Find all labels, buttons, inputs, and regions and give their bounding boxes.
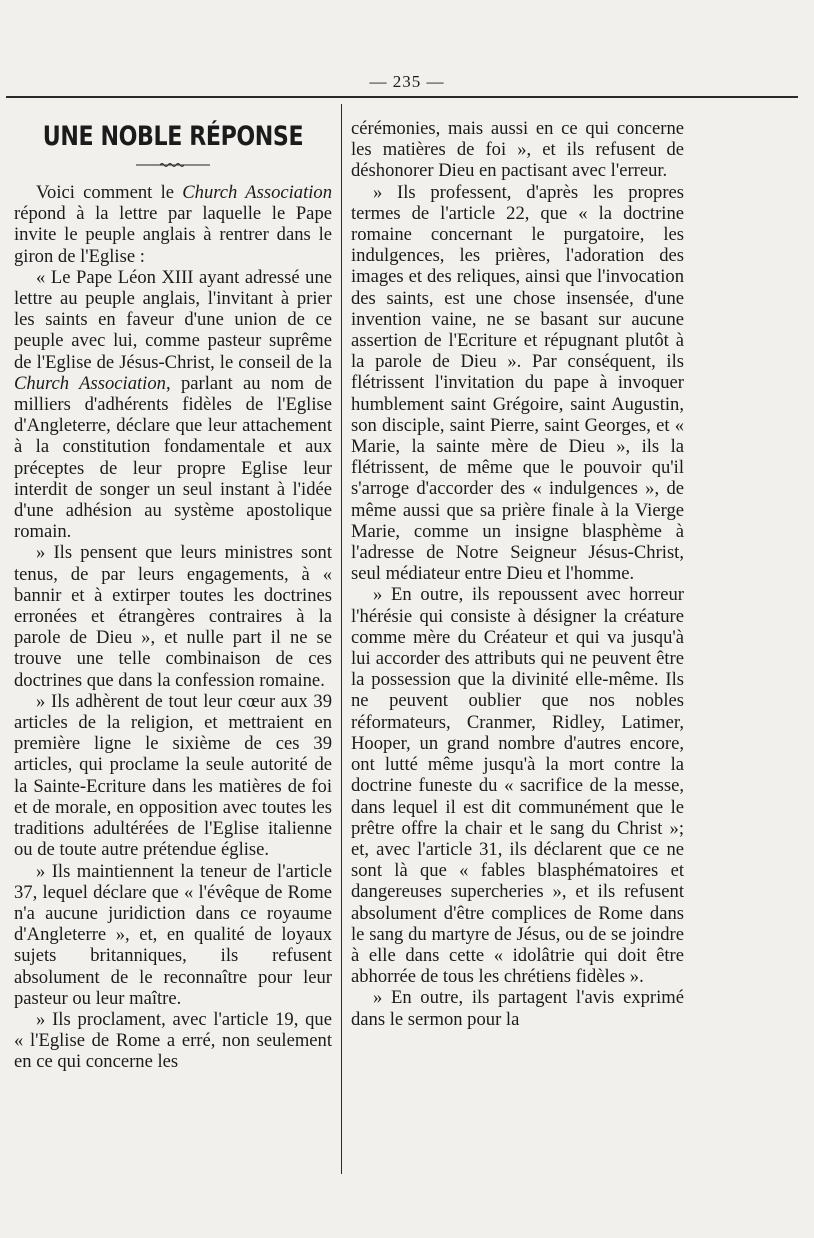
left-column xyxy=(14,118,332,1073)
paragraph: » En outre, ils partagent l'avis exprimé dans le sermon pour la xyxy=(351,987,684,1030)
paragraph-continued: cérémonies, mais aussi en ce qui concerne les matières de foi », et ils refusent de déshonorer Dieu en pactisant avec l'erreur. xyxy=(351,118,684,182)
title-ornament-divider xyxy=(136,162,210,168)
paragraph: » Ils adhèrent de tout leur cœur aux 39 articles de la religion, et mettraient en première ligne le sixième de ces 39 articles, qui proclame la seule autorité de la Sainte-Ecriture dans les matières de foi et de morale, en opposition avec toutes les traditions adultérées de l'Eglise italienne ou de toute autre prétendue église. xyxy=(14,690,332,861)
header-rule xyxy=(6,96,798,98)
paragraph-intro: Voici comment le Church Association répond à la lettre par laquelle le Pape invite le peuple anglais à rentrer dans le giron de l'Eglise : xyxy=(14,182,333,267)
paragraph: » Ils pensent que leurs ministres sont tenus, de par leurs engagements, à « bannir et à extirper toutes les doctrines erronées et étrangères contraires à la parole de Dieu », et nulle part il ne se trouve une telle combinaison de ces doctrines que dans la confession romaine. xyxy=(14,542,332,691)
paragraph: » Ils maintiennent la teneur de l'article 37, lequel déclare que « l'évêque de Rome n'a aucune juridiction dans ce royaume d'Angleterre », et, en qualité de loyaux sujets britanniques, ils refusent absolument de le reconnaître pour leur pasteur ou leur maître. xyxy=(14,860,332,1009)
article-title: UNE NOBLE RÉPONSE xyxy=(42,121,304,152)
right-column xyxy=(351,118,684,1030)
paragraph: » Ils proclament, avec l'article 19, que « l'Eglise de Rome a erré, non seulement en ce qui concerne les xyxy=(14,1008,332,1073)
page-number: — 235 — xyxy=(369,72,445,91)
association-name: Church Association xyxy=(14,372,166,394)
association-name: Church Association xyxy=(182,182,333,203)
paragraph: » En outre, ils repoussent avec horreur l'hérésie qui consiste à désigner la créature comme mère du Créateur et qui va jusqu'à lui accorder des attributs qui ne peuvent être la possession que la divinité elle-même. Ils ne peuvent oublier que nos nobles réformateurs, Cranmer, Ridley, Latimer, Hooper, un grand nombre d'autres encore, ont lutté même jusqu'à la mort contre la doctrine funeste du « sacrifice de la messe, dans lequel il est dit communément que le prêtre offre la chair et le sang du Christ »; et, avec l'article 31, ils déclarent que ce ne sont là que « fables blasphématoires et dangereuses supercheries », et ils refusent absolument d'être complices de Rome dans le sang du martyre de Jésus, ou de se joindre à elle dans cette « idolâtrie qui doit être abhorrée de tous les chrétiens fidèles ». xyxy=(351,584,684,988)
paragraph: « Le Pape Léon XIII ayant adressé une lettre au peuple anglais, l'invitant à prier les saints en faveur d'une union de ce peuple avec lui, comme pasteur suprême de l'Eglise de Jésus-Christ, le conseil de la Church Association, parlant au nom de milliers d'adhérents fidèles de l'Eglise d'Angleterre, déclare que leur attachement à la constitution fondamentale et aux préceptes de leur propre Eglise leur interdit de songer un seul instant à l'idée d'une adhésion au système apostolique romain. xyxy=(14,266,332,543)
column-divider xyxy=(341,104,342,1174)
paragraph: » Ils professent, d'après les propres termes de l'article 22, que « la doctrine romaine concernant le purgatoire, les indulgences, les prières, l'adoration des images et des reliques, ainsi que l'invocation des saints, est une chose insensée, d'une invention vaine, ne se basant sur aucune assertion de l'Ecriture et répugnant plutôt à la parole de Dieu ». Par conséquent, ils flétrissent l'invitation du pape à invoquer humblement saint Grégoire, saint Augustin, son disciple, saint Pierre, saint Georges, et « Marie, la sainte mère de Dieu », ils la flétrissent, de même que le pouvoir qu'il s'arroge d'accorder des « indulgences », de même aussi que sa prière finale à la Vierge Marie, comme un insigne blasphème à l'adresse de Notre Seigneur Jésus-Christ, seul médiateur entre Dieu et l'homme. xyxy=(351,181,684,585)
